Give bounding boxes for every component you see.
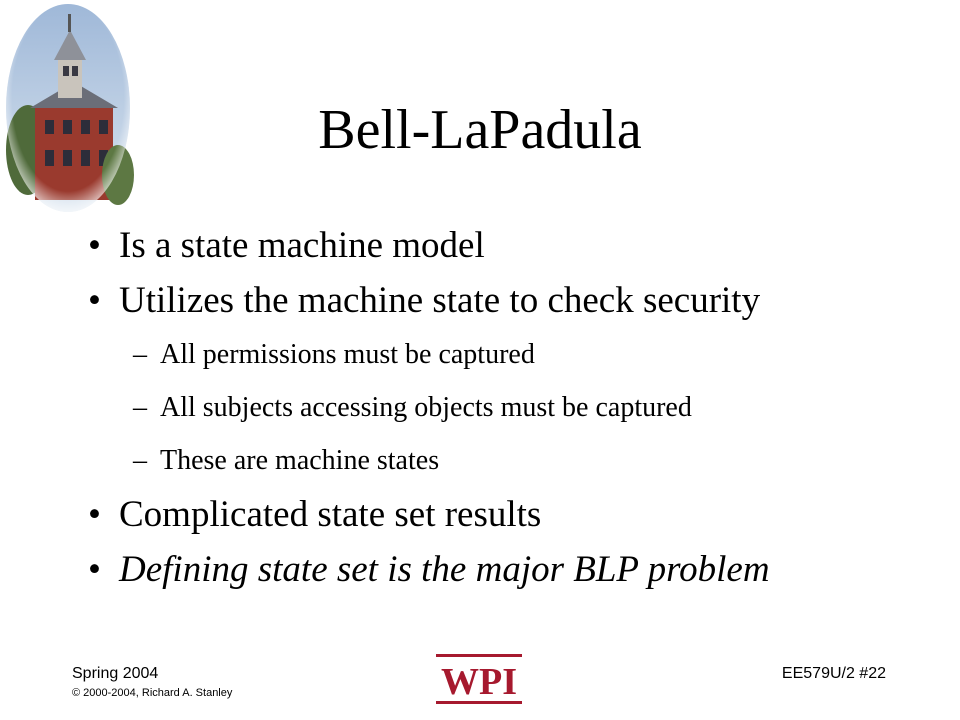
bullet-text: Defining state set is the major BLP problem <box>119 549 770 590</box>
wpi-logo <box>434 652 524 708</box>
sub-bullet-text: These are machine states <box>160 445 440 476</box>
bullet-text: Complicated state set results <box>119 494 542 535</box>
bullet-item <box>88 273 948 328</box>
sub-bullet-text: All permissions must be captured <box>160 339 535 370</box>
slide-title: Bell-LaPadula <box>318 99 642 161</box>
bullet-item <box>88 542 948 597</box>
footer-copyright: © 2000-2004, Richard A. Stanley <box>72 687 233 699</box>
sub-bullet-item <box>88 328 948 381</box>
bullet-dot-icon: • <box>88 549 101 590</box>
bullet-dot-icon: • <box>88 225 101 266</box>
sub-bullet-item <box>88 434 948 487</box>
footer-slide-number: EE579U/2 #22 <box>781 665 886 682</box>
bullet-text: Is a state machine model <box>119 225 485 266</box>
bullet-item <box>88 218 948 273</box>
bullet-item <box>88 487 948 542</box>
wpi-logo-text: WPI <box>441 661 517 703</box>
footer-left <box>72 664 232 700</box>
footer-term: Spring 2004 <box>72 665 159 682</box>
bullet-dot-icon: • <box>88 280 101 321</box>
sub-bullet-item <box>88 381 948 434</box>
bullet-text: Utilizes the machine state to check security <box>119 280 761 321</box>
sub-bullet-text: All subjects accessing objects must be captured <box>160 392 692 423</box>
sub-bullet-dash-icon: – <box>133 339 147 370</box>
sub-bullet-dash-icon: – <box>133 445 147 476</box>
bullet-dot-icon: • <box>88 494 101 535</box>
sub-bullet-dash-icon: – <box>133 392 147 423</box>
bullet-list <box>88 218 948 597</box>
